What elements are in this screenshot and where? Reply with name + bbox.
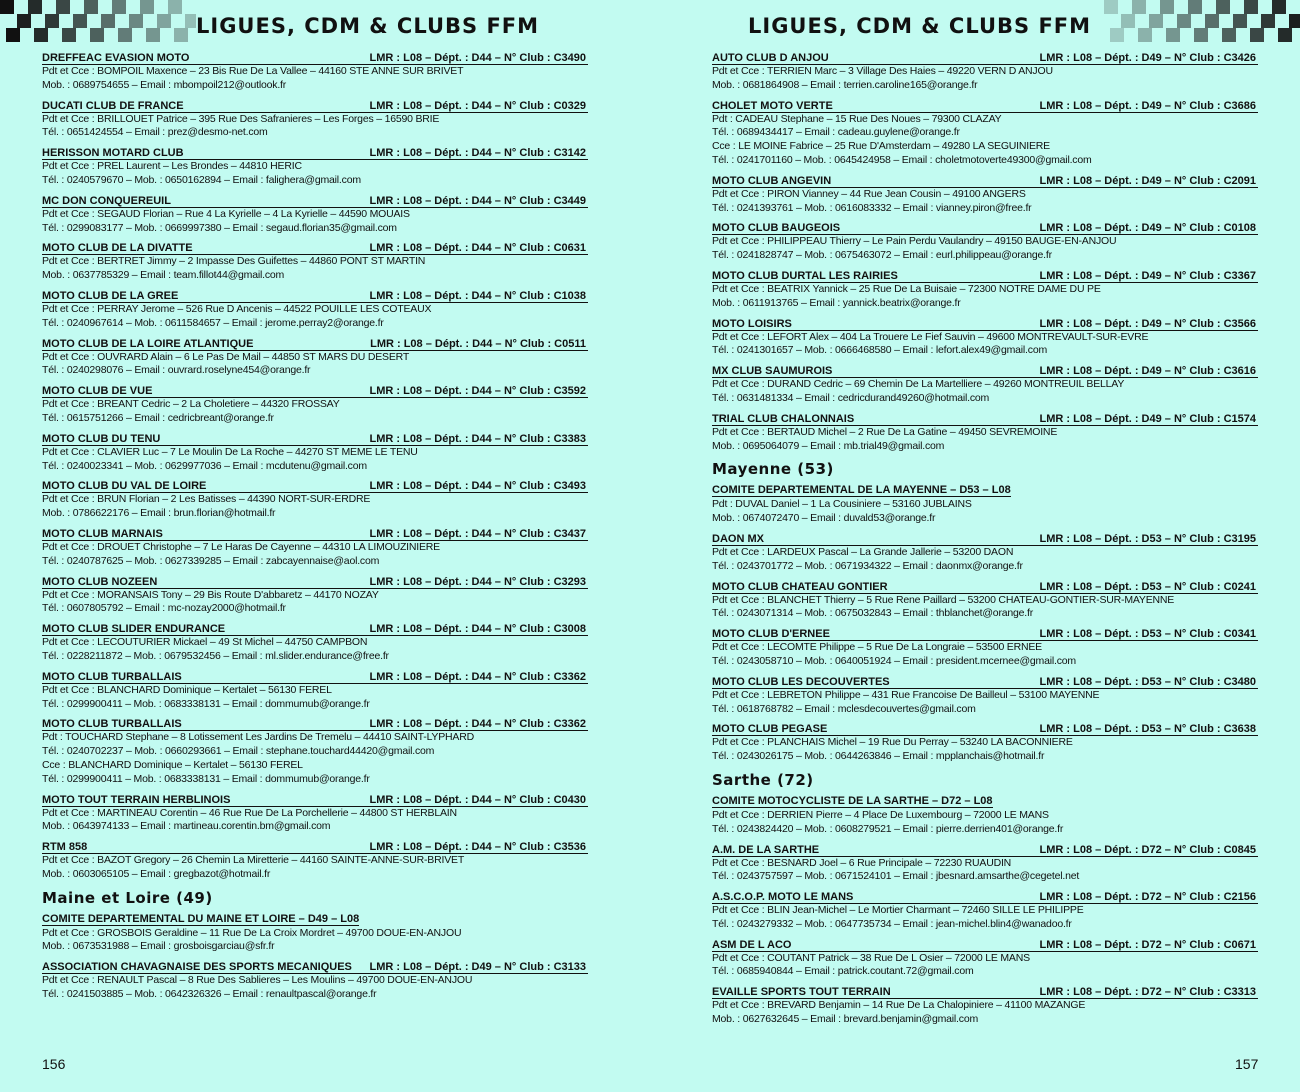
club-entry (42, 338, 588, 379)
club-contact-line: Tél. : 0631481334 – Email : cedricdurand49260@hotmail.com (712, 391, 990, 404)
club-header (42, 841, 588, 854)
club-contact-line: Tél. : 0243058710 – Mob. : 0640051924 – Email : president.mcernee@gmail.com (712, 654, 1076, 667)
club-contact-line: Mob. : 0786622176 – Email : brun.florian@hotmail.fr (42, 507, 276, 520)
header-title-left: LIGUES, CDM & CLUBS FFM (196, 14, 540, 38)
club-list-right (712, 52, 1258, 453)
club-contact-line: Pdt et Cce : CLAVIER Luc – 7 Le Moulin De La Roche – 44270 ST MEME LE TENU (42, 445, 418, 458)
club-name: MOTO CLUB CHATEAU GONTIER (712, 580, 888, 593)
checker-square (140, 0, 154, 14)
club-entry (42, 195, 588, 236)
club-entry (42, 961, 588, 1002)
comite-mayenne (712, 480, 1258, 526)
club-name: MOTO CLUB NOZEEN (42, 575, 158, 588)
club-name: DUCATI CLUB DE FRANCE (42, 99, 184, 112)
club-name: MOTO CLUB BAUGEOIS (712, 222, 841, 235)
club-name: CHOLET MOTO VERTE (712, 99, 833, 112)
club-entry (42, 290, 588, 331)
club-contact-line: Mob. : 0611913765 – Email : yannick.beatrix@orange.fr (712, 296, 961, 309)
club-contact-line: Pdt et Cce : DROUET Christophe – 7 Le Haras De Cayenne – 44310 LA LIMOUZINIERE (42, 540, 440, 553)
club-header (42, 195, 588, 208)
club-name: MOTO CLUB DE LA LOIRE ATLANTIQUE (42, 337, 254, 350)
club-header (712, 939, 1258, 952)
club-header (712, 100, 1258, 113)
club-entry (42, 480, 588, 521)
club-contact-line: Cce : BLANCHARD Dominique – Kertalet – 56130 FEREL (42, 758, 303, 771)
club-contact-line: Tél. : 0299900411 – Mob. : 0683338131 – Email : dommumub@orange.fr (42, 697, 370, 710)
club-header (712, 222, 1258, 235)
club-entry (42, 52, 588, 93)
club-name: MOTO CLUB LES DECOUVERTES (712, 675, 890, 688)
club-code: LMR : L08 – Dépt. : D44 – N° Club : C3362 (369, 718, 586, 731)
club-name: ASSOCIATION CHAVAGNAISE DES SPORTS MECANIQUES (42, 961, 352, 974)
club-entry (712, 318, 1258, 359)
comite-line: Mob. : 0674072470 – Email : duvald53@orange.fr (712, 512, 936, 525)
club-entry (42, 576, 588, 617)
club-code: LMR : L08 – Dépt. : D44 – N° Club : C3142 (369, 147, 586, 160)
club-contact-line: Pdt et Cce : BOMPOIL Maxence – 23 Bis Rue De La Vallee – 44160 STE ANNE SUR BRIVET (42, 65, 464, 77)
club-contact-line: Pdt et Cce : BRUN Florian – 2 Les Batisses – 44390 NORT-SUR-ERDRE (42, 493, 371, 506)
club-contact-line: Pdt et Cce : BAZOT Gregory – 26 Chemin La Miretterie – 44160 SAINTE-ANNE-SUR-BRIVET (42, 854, 465, 867)
club-code: LMR : L08 – Dépt. : D44 – N° Club : C3592 (369, 385, 586, 398)
club-name: MOTO CLUB TURBALLAIS (42, 670, 182, 683)
right-page (650, 0, 1300, 1092)
club-contact-line: Pdt et Cce : PHILIPPEAU Thierry – Le Pain Perdu Vaulandry – 49150 BAUGE-EN-ANJOU (712, 235, 1117, 248)
club-code: LMR : L08 – Dépt. : D49 – N° Club : C3686 (1039, 99, 1256, 112)
club-contact-line: Tél. : 0240702237 – Mob. : 0660293661 – Email : stephane.touchard44420@gmail.com (42, 745, 435, 758)
club-entry (42, 671, 588, 712)
comite-title: COMITE DEPARTEMENTAL DU MAINE ET LOIRE – D49 – L08 (42, 912, 360, 925)
checker-square (1132, 0, 1146, 14)
checker-square (168, 0, 182, 14)
club-name: MOTO CLUB DE LA GREE (42, 289, 179, 302)
club-contact-line: Tél. : 0241701160 – Mob. : 0645424958 – Email : choletmotoverte49300@gmail.com (712, 153, 1092, 166)
club-contact-line: Tél. : 0618768782 – Email : mclesdecouvertes@gmail.com (712, 702, 976, 715)
club-code: LMR : L08 – Dépt. : D44 – N° Club : C3362 (369, 670, 586, 683)
club-contact-line: Tél. : 0243071314 – Mob. : 0675032843 – Email : thblanchet@orange.fr (712, 607, 1034, 620)
club-name: A.M. DE LA SARTHE (712, 843, 820, 856)
club-contact-line: Pdt et Cce : LEFORT Alex – 404 La Trouere Le Fief Sauvin – 49600 MONTREVAULT-SUR-EVRE (712, 330, 1149, 343)
club-contact-line: Pdt et Cce : OUVRARD Alain – 6 Le Pas De Mail – 44850 ST MARS DU DESERT (42, 350, 410, 363)
club-contact-line: Pdt et Cce : COUTANT Patrick – 38 Rue De L Osier – 72000 LE MANS (712, 951, 1030, 964)
club-list-left (42, 52, 588, 882)
club-code: LMR : L08 – Dépt. : D49 – N° Club : C1574 (1039, 412, 1256, 425)
club-contact-line: Tél. : 0241503885 – Mob. : 0642326326 – Email : renaultpascal@orange.fr (42, 988, 377, 1001)
club-entry (712, 891, 1258, 932)
club-code: LMR : L08 – Dépt. : D44 – N° Club : C3490 (369, 52, 586, 64)
club-header (712, 723, 1258, 736)
club-contact-line: Cce : LE MOINE Fabrice – 25 Rue D'Amsterdam – 49280 LA SEGUINIERE (712, 140, 1050, 153)
club-code: LMR : L08 – Dépt. : D49 – N° Club : C3426 (1039, 52, 1256, 64)
club-contact-line: Tél. : 0685940844 – Email : patrick.coutant.72@gmail.com (712, 965, 974, 978)
club-entry (712, 628, 1258, 669)
club-name: MOTO CLUB DU VAL DE LOIRE (42, 480, 207, 493)
club-header (712, 891, 1258, 904)
club-code: LMR : L08 – Dépt. : D44 – N° Club : C3383 (369, 432, 586, 445)
club-entry (712, 413, 1258, 454)
club-entry (42, 147, 588, 188)
club-header (712, 270, 1258, 283)
club-contact-line: Mob. : 0637785329 – Email : team.fillot44@gmail.com (42, 269, 285, 282)
comite-line: Pdt et Cce : GROSBOIS Geraldine – 11 Rue De La Croix Mordret – 49700 DOUE-EN-ANJOU (42, 926, 462, 939)
checker-square (1205, 14, 1219, 28)
page-number-left: 156 (42, 1056, 66, 1072)
club-entry (42, 528, 588, 569)
club-header (42, 961, 588, 974)
club-name: MOTO CLUB D'ERNEE (712, 628, 830, 641)
club-entry (712, 676, 1258, 717)
comite-line: Tél. : 0243824420 – Mob. : 0608279521 – Email : pierre.derrien401@orange.fr (712, 822, 1064, 835)
checker-square (118, 28, 132, 42)
club-header (712, 175, 1258, 188)
checker-square (1166, 28, 1180, 42)
club-list-mayenne (712, 533, 1258, 764)
club-entry (712, 844, 1258, 885)
club-code: LMR : L08 – Dépt. : D49 – N° Club : C2091 (1039, 174, 1256, 187)
club-contact-line: Tél. : 0689434417 – Email : cadeau.guylene@orange.fr (712, 126, 960, 139)
club-contact-line: Tél. : 0241301657 – Mob. : 0666468580 – Email : lefort.alex49@gmail.com (712, 344, 1048, 357)
club-header (42, 52, 588, 65)
club-contact-line: Mob. : 0643974133 – Email : martineau.corentin.bm@gmail.com (42, 820, 331, 833)
club-name: MOTO CLUB MARNAIS (42, 527, 163, 540)
club-entry (712, 581, 1258, 622)
checker-square (0, 0, 14, 14)
club-contact-line: Mob. : 0603065105 – Email : gregbazot@hotmail.fr (42, 867, 271, 880)
checker-square (62, 28, 76, 42)
club-contact-line: Tél. : 0243701772 – Mob. : 0671934322 – Email : daonmx@orange.fr (712, 559, 1023, 572)
club-entry (712, 986, 1258, 1027)
club-entry (712, 175, 1258, 216)
club-entry (712, 723, 1258, 764)
checker-square (90, 28, 104, 42)
club-name: EVAILLE SPORTS TOUT TERRAIN (712, 986, 891, 999)
club-code: LMR : L08 – Dépt. : D53 – N° Club : C3195 (1039, 532, 1256, 545)
club-code: LMR : L08 – Dépt. : D44 – N° Club : C0631 (369, 242, 586, 255)
club-code: LMR : L08 – Dépt. : D44 – N° Club : C3449 (369, 194, 586, 207)
club-header (712, 628, 1258, 641)
club-code: LMR : L08 – Dépt. : D44 – N° Club : C3437 (369, 527, 586, 540)
club-contact-line: Pdt et Cce : DURAND Cedric – 69 Chemin De La Martelliere – 49260 MONTREUIL BELLAY (712, 378, 1125, 391)
club-header (42, 794, 588, 807)
checkered-flag-decoration (1104, 0, 1300, 42)
club-entry (42, 433, 588, 474)
club-contact-line: Tél. : 0299900411 – Mob. : 0683338131 – Email : dommumub@orange.fr (42, 772, 370, 785)
club-contact-line: Tél. : 0615751266 – Email : cedricbreant@orange.fr (42, 411, 274, 424)
club-name: RTM 858 (42, 841, 88, 854)
club-contact-line: Tél. : 0240787625 – Mob. : 0627339285 – Email : zabcayennaise@aol.com (42, 554, 380, 567)
club-code: LMR : L08 – Dépt. : D49 – N° Club : C3133 (369, 961, 586, 974)
region-heading-maine-et-loire: Maine et Loire (49) (42, 888, 213, 907)
checker-square (45, 14, 59, 28)
checker-square (146, 28, 160, 42)
club-header (42, 480, 588, 493)
club-contact-line: Tél. : 0243757597 – Mob. : 0671524101 – Email : jbesnard.amsarthe@cegetel.net (712, 870, 1080, 883)
club-code: LMR : L08 – Dépt. : D72 – N° Club : C0845 (1039, 843, 1256, 856)
checker-square (56, 0, 70, 14)
checker-square (1104, 0, 1118, 14)
club-contact-line: Tél. : 0607805792 – Email : mc-nozay2000@hotmail.fr (42, 602, 286, 615)
club-code: LMR : L08 – Dépt. : D49 – N° Club : C0108 (1039, 222, 1256, 235)
club-header (712, 581, 1258, 594)
checker-square (73, 14, 87, 28)
checker-square (157, 14, 171, 28)
club-contact-line: Mob. : 0695064079 – Email : mb.trial49@gmail.com (712, 439, 945, 452)
region-heading-sarthe: Sarthe (72) (712, 770, 814, 789)
checker-square (1149, 14, 1163, 28)
club-contact-line: Pdt et Cce : BEATRIX Yannick – 25 Rue De La Buisaie – 72300 NOTRE DAME DU PE (712, 282, 1101, 295)
club-contact-line: Tél. : 0651424554 – Email : prez@desmo-net.com (42, 126, 268, 139)
club-header (712, 318, 1258, 331)
club-contact-line: Pdt et Cce : BERTAUD Michel – 2 Rue De La Gatine – 49450 SEVREMOINE (712, 425, 1058, 438)
checker-square (129, 14, 143, 28)
club-code: LMR : L08 – Dépt. : D44 – N° Club : C0430 (369, 793, 586, 806)
checker-square (34, 28, 48, 42)
club-contact-line: Tél. : 0240298076 – Email : ouvrard.roselyne454@orange.fr (42, 364, 311, 377)
club-header (42, 718, 588, 731)
club-contact-line: Tél. : 0299083177 – Mob. : 0669997380 – Email : segaud.florian35@gmail.com (42, 221, 397, 234)
club-contact-line: Pdt et Cce : BRILLOUET Patrice – 395 Rue Des Safranieres – Les Forges – 16590 BRIE (42, 112, 440, 125)
club-contact-line: Tél. : 0240023341 – Mob. : 0629977036 – Email : mcdutenu@gmail.com (42, 459, 367, 472)
club-contact-line: Pdt et Cce : BLANCHARD Dominique – Kertalet – 56130 FEREL (42, 683, 332, 696)
club-header (42, 576, 588, 589)
club-contact-line: Pdt et Cce : BESNARD Joel – 6 Rue Principale – 72230 RUAUDIN (712, 856, 1012, 869)
club-contact-line: Pdt : TOUCHARD Stephane – 8 Lotissement Les Jardins De Tremelu – 44410 SAINT-LYPHARD (42, 731, 474, 744)
club-code: LMR : L08 – Dépt. : D49 – N° Club : C3367 (1039, 269, 1256, 282)
club-contact-line: Pdt et Cce : LARDEUX Pascal – La Grande Jallerie – 53200 DAON (712, 545, 1014, 558)
club-contact-line: Pdt et Cce : PIRON Vianney – 44 Rue Jean Cousin – 49100 ANGERS (712, 187, 1026, 200)
club-entry (712, 365, 1258, 406)
club-name: A.S.C.O.P. MOTO LE MANS (712, 891, 854, 904)
club-header (42, 433, 588, 446)
club-entry (712, 270, 1258, 311)
club-code: LMR : L08 – Dépt. : D44 – N° Club : C3293 (369, 575, 586, 588)
club-contact-line: Tél. : 0240967614 – Mob. : 0611584657 – Email : jerome.perray2@orange.fr (42, 316, 384, 329)
club-header (42, 147, 588, 160)
club-contact-line: Pdt et Cce : LEBRETON Philippe – 431 Rue Francoise De Bailleul – 53100 MAYENNE (712, 688, 1100, 701)
club-contact-line: Pdt : CADEAU Stephane – 15 Rue Des Noues – 79300 CLAZAY (712, 112, 1002, 125)
club-contact-line: Tél. : 0228211872 – Mob. : 0679532456 – Email : ml.slider.endurance@free.fr (42, 649, 389, 662)
club-header (42, 671, 588, 684)
club-contact-line: Tél. : 0240579670 – Mob. : 0650162894 – Email : falighera@gmail.com (42, 173, 361, 186)
checker-square (6, 28, 20, 42)
club-code: LMR : L08 – Dépt. : D72 – N° Club : C0671 (1039, 938, 1256, 951)
club-entry (712, 533, 1258, 574)
club-code: LMR : L08 – Dépt. : D72 – N° Club : C3313 (1039, 986, 1256, 999)
club-contact-line: Pdt et Cce : PLANCHAIS Michel – 19 Rue Du Perray – 53240 LA BACONNIERE (712, 736, 1073, 749)
club-contact-line: Pdt et Cce : BLIN Jean-Michel – Le Mortier Charmant – 72460 SILLE LE PHILIPPE (712, 904, 1084, 917)
right-column (712, 52, 1258, 1034)
club-entry (42, 242, 588, 283)
club-contact-line: Pdt et Cce : BREVARD Benjamin – 14 Rue De La Chalopiniere – 41100 MAZANGE (712, 999, 1086, 1012)
region-heading-mayenne: Mayenne (53) (712, 460, 834, 479)
club-name: MOTO TOUT TERRAIN HERBLINOIS (42, 793, 231, 806)
club-contact-line: Mob. : 0681864908 – Email : terrien.caroline165@orange.fr (712, 78, 978, 91)
club-header (42, 623, 588, 636)
club-header (42, 290, 588, 303)
checker-square (1138, 28, 1152, 42)
club-code: LMR : L08 – Dépt. : D49 – N° Club : C3566 (1039, 317, 1256, 330)
club-header (42, 338, 588, 351)
club-entry (42, 623, 588, 664)
checker-square (1177, 14, 1191, 28)
comite-line: Mob. : 0673531988 – Email : grosboisgarciau@sfr.fr (42, 940, 275, 953)
club-header (712, 533, 1258, 546)
club-code: LMR : L08 – Dépt. : D44 – N° Club : C3536 (369, 841, 586, 854)
club-name: MC DON CONQUEREUIL (42, 194, 171, 207)
club-contact-line: Pdt et Cce : MARTINEAU Corentin – 46 Rue Rue De La Porchellerie – 44800 ST HERBLAIN (42, 806, 457, 819)
club-name: MOTO CLUB PEGASE (712, 723, 828, 736)
club-code: LMR : L08 – Dépt. : D53 – N° Club : C3480 (1039, 675, 1256, 688)
page-number-right: 157 (1235, 1056, 1259, 1072)
club-entry (42, 718, 588, 786)
club-header (712, 844, 1258, 857)
club-code: LMR : L08 – Dépt. : D49 – N° Club : C3616 (1039, 365, 1256, 378)
club-header (42, 528, 588, 541)
club-code: LMR : L08 – Dépt. : D44 – N° Club : C1038 (369, 289, 586, 302)
checkered-flag-decoration (0, 0, 196, 42)
club-header (712, 52, 1258, 65)
club-code: LMR : L08 – Dépt. : D44 – N° Club : C3493 (369, 480, 586, 493)
club-header (42, 385, 588, 398)
checker-square (1121, 14, 1135, 28)
club-contact-line: Pdt et Cce : PREL Laurent – Les Brondes – 44810 HERIC (42, 160, 302, 173)
club-contact-line: Mob. : 0689754655 – Email : mbompoil212@outlook.fr (42, 78, 287, 91)
checker-square (1250, 28, 1264, 42)
club-contact-line: Tél. : 0243279332 – Mob. : 0647735734 – Email : jean-michel.blin4@wanadoo.fr (712, 917, 1072, 930)
checker-square (1194, 28, 1208, 42)
club-name: MOTO CLUB DURTAL LES RAIRIES (712, 269, 898, 282)
club-contact-line: Pdt et Cce : RENAULT Pascal – 8 Rue Des Sablieres – Les Moulins – 49700 DOUE-EN-ANJOU (42, 974, 473, 987)
checker-square (1110, 28, 1124, 42)
club-list-left-after (42, 961, 588, 1002)
checker-square (1278, 28, 1292, 42)
club-code: LMR : L08 – Dépt. : D44 – N° Club : C3008 (369, 623, 586, 636)
club-header (42, 242, 588, 255)
club-header (712, 676, 1258, 689)
club-entry (712, 222, 1258, 263)
club-contact-line: Pdt et Cce : TERRIEN Marc – 3 Village Des Haies – 49220 VERN D ANJOU (712, 65, 1053, 77)
checker-square (1216, 0, 1230, 14)
club-header (712, 365, 1258, 378)
club-name: MOTO CLUB TURBALLAIS (42, 718, 182, 731)
club-name: DAON MX (712, 532, 764, 545)
checker-square (1222, 28, 1236, 42)
club-name: ASM DE L ACO (712, 938, 792, 951)
club-entry (712, 100, 1258, 168)
club-contact-line: Pdt et Cce : BREANT Cedric – 2 La Choletiere – 44320 FROSSAY (42, 398, 340, 411)
checker-square (185, 14, 196, 28)
checker-square (1160, 0, 1174, 14)
comite-title: COMITE DEPARTEMENTAL DE LA MAYENNE – D53 – L08 (712, 484, 1011, 497)
club-contact-line: Pdt et Cce : LECOUTURIER Mickael – 49 St Michel – 44750 CAMPBON (42, 636, 368, 649)
club-name: MOTO CLUB DU TENU (42, 432, 161, 445)
comite-maine-et-loire (42, 909, 588, 955)
checker-square (174, 28, 188, 42)
club-code: LMR : L08 – Dépt. : D44 – N° Club : C0329 (369, 99, 586, 112)
checker-square (17, 14, 31, 28)
club-name: TRIAL CLUB CHALONNAIS (712, 412, 855, 425)
comite-sarthe (712, 791, 1258, 837)
club-entry (712, 939, 1258, 980)
checker-square (1188, 0, 1202, 14)
club-entry (712, 52, 1258, 93)
comite-title: COMITE MOTOCYCLISTE DE LA SARTHE – D72 – L08 (712, 794, 993, 807)
club-name: MOTO CLUB ANGEVIN (712, 174, 832, 187)
club-contact-line: Pdt et Cce : LECOMTE Philippe – 5 Rue De La Longraie – 53500 ERNEE (712, 641, 1042, 654)
club-entry (42, 794, 588, 835)
club-contact-line: Pdt et Cce : PERRAY Jerome – 526 Rue D Ancenis – 44522 POUILLE LES COTEAUX (42, 302, 432, 315)
checker-square (1244, 0, 1258, 14)
club-name: MX CLUB SAUMUROIS (712, 365, 833, 378)
checker-square (1289, 14, 1300, 28)
checker-square (1272, 0, 1286, 14)
club-name: MOTO CLUB SLIDER ENDURANCE (42, 623, 226, 636)
club-name: MOTO CLUB DE LA DIVATTE (42, 242, 193, 255)
club-code: LMR : L08 – Dépt. : D44 – N° Club : C0511 (370, 337, 586, 350)
club-entry (42, 385, 588, 426)
club-name: MOTO CLUB DE VUE (42, 385, 153, 398)
club-entry (42, 841, 588, 882)
header-title-right: LIGUES, CDM & CLUBS FFM (748, 14, 1092, 38)
club-header (712, 413, 1258, 426)
club-contact-line: Tél. : 0243026175 – Mob. : 0644263846 – Email : mpplanchais@hotmail.fr (712, 750, 1045, 763)
club-name: DREFFEAC EVASION MOTO (42, 52, 190, 64)
club-contact-line: Pdt et Cce : BERTRET Jimmy – 2 Impasse Des Guifettes – 44860 PONT ST MARTIN (42, 255, 426, 268)
checker-square (28, 0, 42, 14)
club-code: LMR : L08 – Dépt. : D53 – N° Club : C0241 (1039, 580, 1256, 593)
checker-square (1261, 14, 1275, 28)
comite-line: Pdt : DUVAL Daniel – 1 La Cousiniere – 53160 JUBLAINS (712, 498, 972, 511)
club-contact-line: Tél. : 0241393761 – Mob. : 0616083332 – Email : vianney.piron@free.fr (712, 201, 1032, 214)
club-header (42, 100, 588, 113)
club-name: HERISSON MOTARD CLUB (42, 147, 184, 160)
club-code: LMR : L08 – Dépt. : D53 – N° Club : C3638 (1039, 723, 1256, 736)
checker-square (84, 0, 98, 14)
comite-line: Pdt et Cce : DERRIEN Pierre – 4 Place De Luxembourg – 72000 LE MANS (712, 808, 1049, 821)
club-contact-line: Pdt et Cce : MORANSAIS Tony – 29 Bis Route D'abbaretz – 44170 NOZAY (42, 588, 379, 601)
club-contact-line: Pdt et Cce : BLANCHET Thierry – 5 Rue Rene Paillard – 53200 CHATEAU-GONTIER-SUR-MAYENNE (712, 593, 1175, 606)
club-code: LMR : L08 – Dépt. : D72 – N° Club : C2156 (1039, 891, 1256, 904)
club-name: AUTO CLUB D ANJOU (712, 52, 829, 64)
left-column (42, 52, 588, 1009)
club-contact-line: Tél. : 0241828747 – Mob. : 0675463072 – Email : eurl.philippeau@orange.fr (712, 249, 1052, 262)
checker-square (112, 0, 126, 14)
club-entry (42, 100, 588, 141)
checker-square (1233, 14, 1247, 28)
club-list-sarthe (712, 844, 1258, 1027)
club-code: LMR : L08 – Dépt. : D53 – N° Club : C0341 (1039, 628, 1256, 641)
checker-square (101, 14, 115, 28)
club-name: MOTO LOISIRS (712, 317, 792, 330)
club-contact-line: Mob. : 0627632645 – Email : brevard.benjamin@gmail.com (712, 1013, 979, 1026)
club-header (712, 986, 1258, 999)
club-contact-line: Pdt et Cce : SEGAUD Florian – Rue 4 La Kyrielle – 4 La Kyrielle – 44590 MOUAIS (42, 207, 410, 220)
